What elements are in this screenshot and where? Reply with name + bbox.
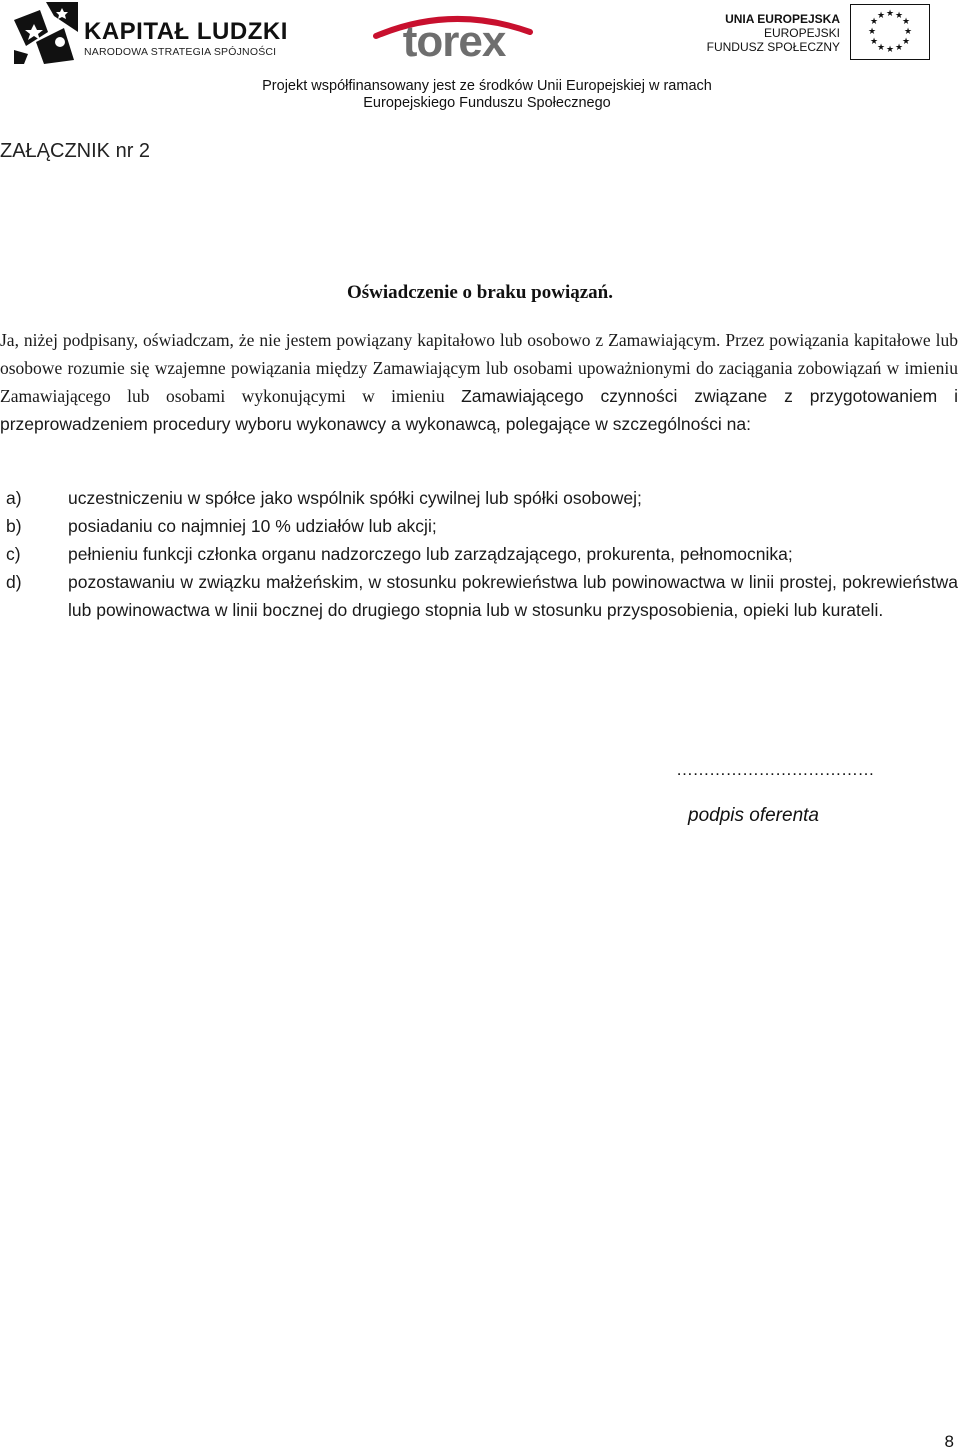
- torex-logo: [362, 10, 542, 68]
- list-item: [0, 512, 958, 540]
- signature-label: podpis oferenta: [688, 805, 819, 826]
- list-item-marker: b): [6, 516, 22, 536]
- eu-logo: [706, 2, 932, 62]
- intro-text-serif: Ja, niżej podpisany, oświadczam, że nie jestem powiązany kapitałowo lub osobowo z Zamawiającym. Przez powiązania kapitałowe lub osobowe rozumie się wzajemne powiązania między Zamawiającym lub osobami upoważnionymi do zaciągania zobowiązań w imieniu Zamawiającego lub osobami wykonującymi w imieniu: [0, 330, 958, 406]
- list-item: [0, 540, 958, 568]
- cofinancing-line1: Projekt współfinansowany jest ze środków Unii Europejskiej w ramach: [262, 78, 712, 94]
- document-title: Oświadczenie o braku powiązań.: [346, 282, 614, 303]
- list-item-marker: d): [6, 572, 22, 592]
- cofinancing-line2: Europejskiego Funduszu Społecznego: [363, 95, 611, 111]
- kapital-ludzki-mark-icon: [14, 2, 78, 64]
- list-item-text: uczestniczeniu w spółce jako wspólnik spółki cywilnej lub spółki osobowej;: [68, 488, 642, 508]
- svg-text:★: ★: [901, 17, 911, 27]
- list-item-text: posiadaniu co najmniej 10 % udziałów lub akcji;: [68, 516, 437, 536]
- torex-logo-text: torex: [402, 17, 506, 66]
- svg-text:★: ★: [894, 43, 904, 53]
- list-item: [0, 484, 958, 512]
- list-item-text: pozostawaniu w związku małżeńskim, w stosunku pokrewieństwa lub powinowactwa w linii prostej, pokrewieństwa lub powinowactwa w linii bocznej do drugiego stopnia lub w stosunku przysposobienia, opieki lub kurateli.: [68, 572, 958, 620]
- svg-text:★: ★: [869, 37, 879, 47]
- signature-line: ………………………………: [676, 760, 874, 779]
- svg-text:★: ★: [894, 11, 904, 21]
- svg-text:★: ★: [903, 27, 913, 37]
- page-number: 8: [944, 1432, 954, 1451]
- svg-text:★: ★: [867, 27, 877, 37]
- svg-text:★: ★: [876, 43, 886, 53]
- eu-flag-icon: [850, 4, 930, 60]
- svg-text:★: ★: [876, 11, 886, 21]
- criteria-list: [0, 484, 958, 624]
- svg-text:★: ★: [885, 45, 895, 55]
- intro-paragraph: [0, 326, 958, 438]
- list-item-marker: a): [6, 488, 22, 508]
- eu-logo-line2: EUROPEJSKI: [763, 26, 840, 40]
- intro-text-sans: Zamawiającego czynności związane z przygotowaniem i przeprowadzeniem procedury wyboru wykonawcy a wykonawcą, polegające w szczególności na:: [0, 386, 958, 434]
- kapital-ludzki-title: KAPITAŁ LUDZKI: [84, 18, 288, 45]
- eu-logo-line1: UNIA EUROPEJSKA: [725, 12, 840, 26]
- attachment-label: ZAŁĄCZNIK nr 2: [0, 140, 151, 162]
- svg-text:★: ★: [869, 17, 879, 27]
- page-header: [0, 0, 960, 120]
- list-item-marker: c): [6, 544, 21, 564]
- list-item-text: pełnieniu funkcji członka organu nadzorczego lub zarządzającego, prokurenta, pełnomocnika;: [68, 544, 793, 564]
- svg-text:★: ★: [885, 9, 895, 19]
- list-item: [0, 568, 958, 624]
- kapital-ludzki-subtitle: NARODOWA STRATEGIA SPÓJNOŚCI: [84, 46, 277, 58]
- eu-logo-line3: FUNDUSZ SPOŁECZNY: [706, 40, 840, 54]
- svg-text:★: ★: [901, 37, 911, 47]
- kapital-ludzki-logo: [14, 2, 288, 64]
